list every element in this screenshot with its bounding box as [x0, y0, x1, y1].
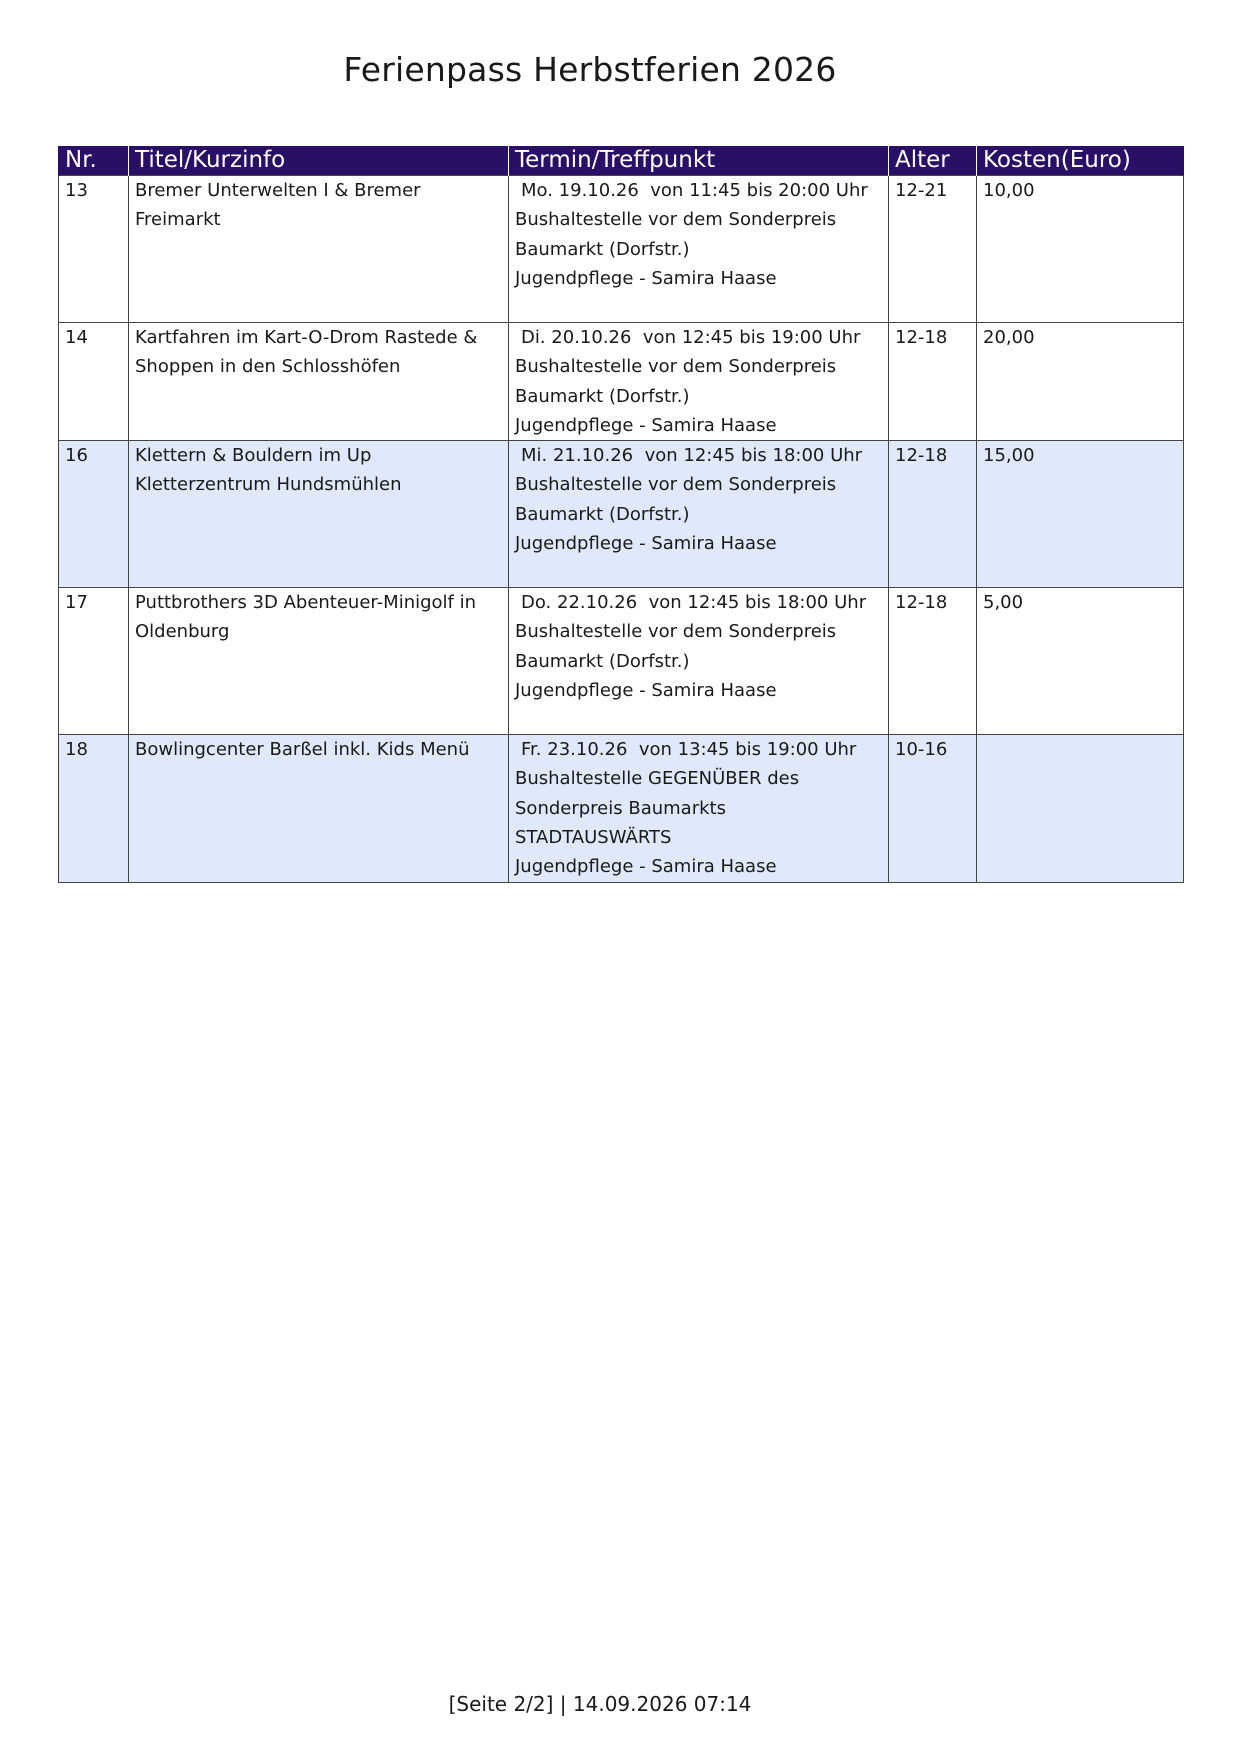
header-nr: Nr.: [59, 146, 129, 176]
cell-alter: 10-16: [889, 735, 977, 882]
cell-title: Kartfahren im Kart-O-Drom Rastede & Shoppen in den Schlosshöfen: [129, 323, 509, 441]
cell-termin: [509, 441, 889, 588]
termin-date: Mi. 21.10.26 von 12:45 bis 18:00 Uhr: [521, 445, 863, 467]
cell-nr: 18: [59, 735, 129, 882]
cell-alter: 12-18: [889, 588, 977, 735]
termin-contact: Jugendpflege - Samira Haase: [515, 414, 777, 436]
cell-kosten: 15,00: [977, 441, 1184, 588]
termin-contact: Jugendpflege - Samira Haase: [515, 856, 777, 878]
cell-termin: [509, 323, 889, 441]
cell-title: Bowlingcenter Barßel inkl. Kids Menü: [129, 735, 509, 882]
table-row: [59, 588, 1184, 735]
termin-date: Fr. 23.10.26 von 13:45 bis 19:00 Uhr: [521, 739, 857, 761]
cell-kosten: [977, 735, 1184, 882]
page-title: Ferienpass Herbstferien 2026: [343, 50, 837, 89]
termin-date: Mo. 19.10.26 von 11:45 bis 20:00 Uhr: [521, 180, 868, 201]
table-row: [59, 441, 1184, 588]
table-row: [59, 176, 1184, 323]
table-row: [59, 323, 1184, 441]
cell-termin: [509, 735, 889, 882]
cell-nr: 17: [59, 588, 129, 735]
cell-kosten: 20,00: [977, 323, 1184, 441]
termin-contact: Jugendpflege - Samira Haase: [515, 680, 777, 702]
cell-nr: 14: [59, 323, 129, 441]
termin-place: Bushaltestelle vor dem Sonderpreis Baumarkt (Dorfstr.): [515, 209, 842, 260]
page-footer: [Seite 2/2] | 14.09.2026 07:14: [448, 1692, 752, 1716]
termin-place: Bushaltestelle vor dem Sonderpreis Baumarkt (Dorfstr.): [515, 621, 842, 672]
cell-nr: 13: [59, 176, 129, 323]
cell-title: Bremer Unterwelten I & Bremer Freimarkt: [129, 176, 509, 323]
cell-title: Klettern & Bouldern im Up Kletterzentrum Hundsmühlen: [129, 441, 509, 588]
termin-date: Di. 20.10.26 von 12:45 bis 19:00 Uhr: [521, 327, 861, 348]
cell-kosten: 10,00: [977, 176, 1184, 323]
header-title: Titel/Kurzinfo: [129, 146, 509, 176]
cell-alter: 12-18: [889, 323, 977, 441]
termin-date: Do. 22.10.26 von 12:45 bis 18:00 Uhr: [521, 592, 867, 614]
cell-nr: 16: [59, 441, 129, 588]
termin-contact: Jugendpflege - Samira Haase: [515, 267, 777, 289]
table-row: [59, 735, 1184, 882]
header-kosten: Kosten(Euro): [977, 146, 1184, 176]
header-termin: Termin/Treffpunkt: [509, 146, 889, 176]
termin-place: Bushaltestelle GEGENÜBER des Sonderpreis Baumarkts STADTAUSWÄRTS: [515, 768, 805, 849]
cell-termin: [509, 176, 889, 323]
events-table: [58, 146, 1184, 883]
cell-alter: 12-21: [889, 176, 977, 323]
cell-kosten: 5,00: [977, 588, 1184, 735]
cell-title: Puttbrothers 3D Abenteuer-Minigolf in Oldenburg: [129, 588, 509, 735]
termin-contact: Jugendpflege - Samira Haase: [515, 533, 777, 555]
termin-place: Bushaltestelle vor dem Sonderpreis Baumarkt (Dorfstr.): [515, 474, 842, 525]
cell-alter: 12-18: [889, 441, 977, 588]
cell-termin: [509, 588, 889, 735]
header-alter: Alter: [889, 146, 977, 176]
termin-place: Bushaltestelle vor dem Sonderpreis Baumarkt (Dorfstr.): [515, 356, 842, 407]
table-header-row: [59, 146, 1184, 176]
